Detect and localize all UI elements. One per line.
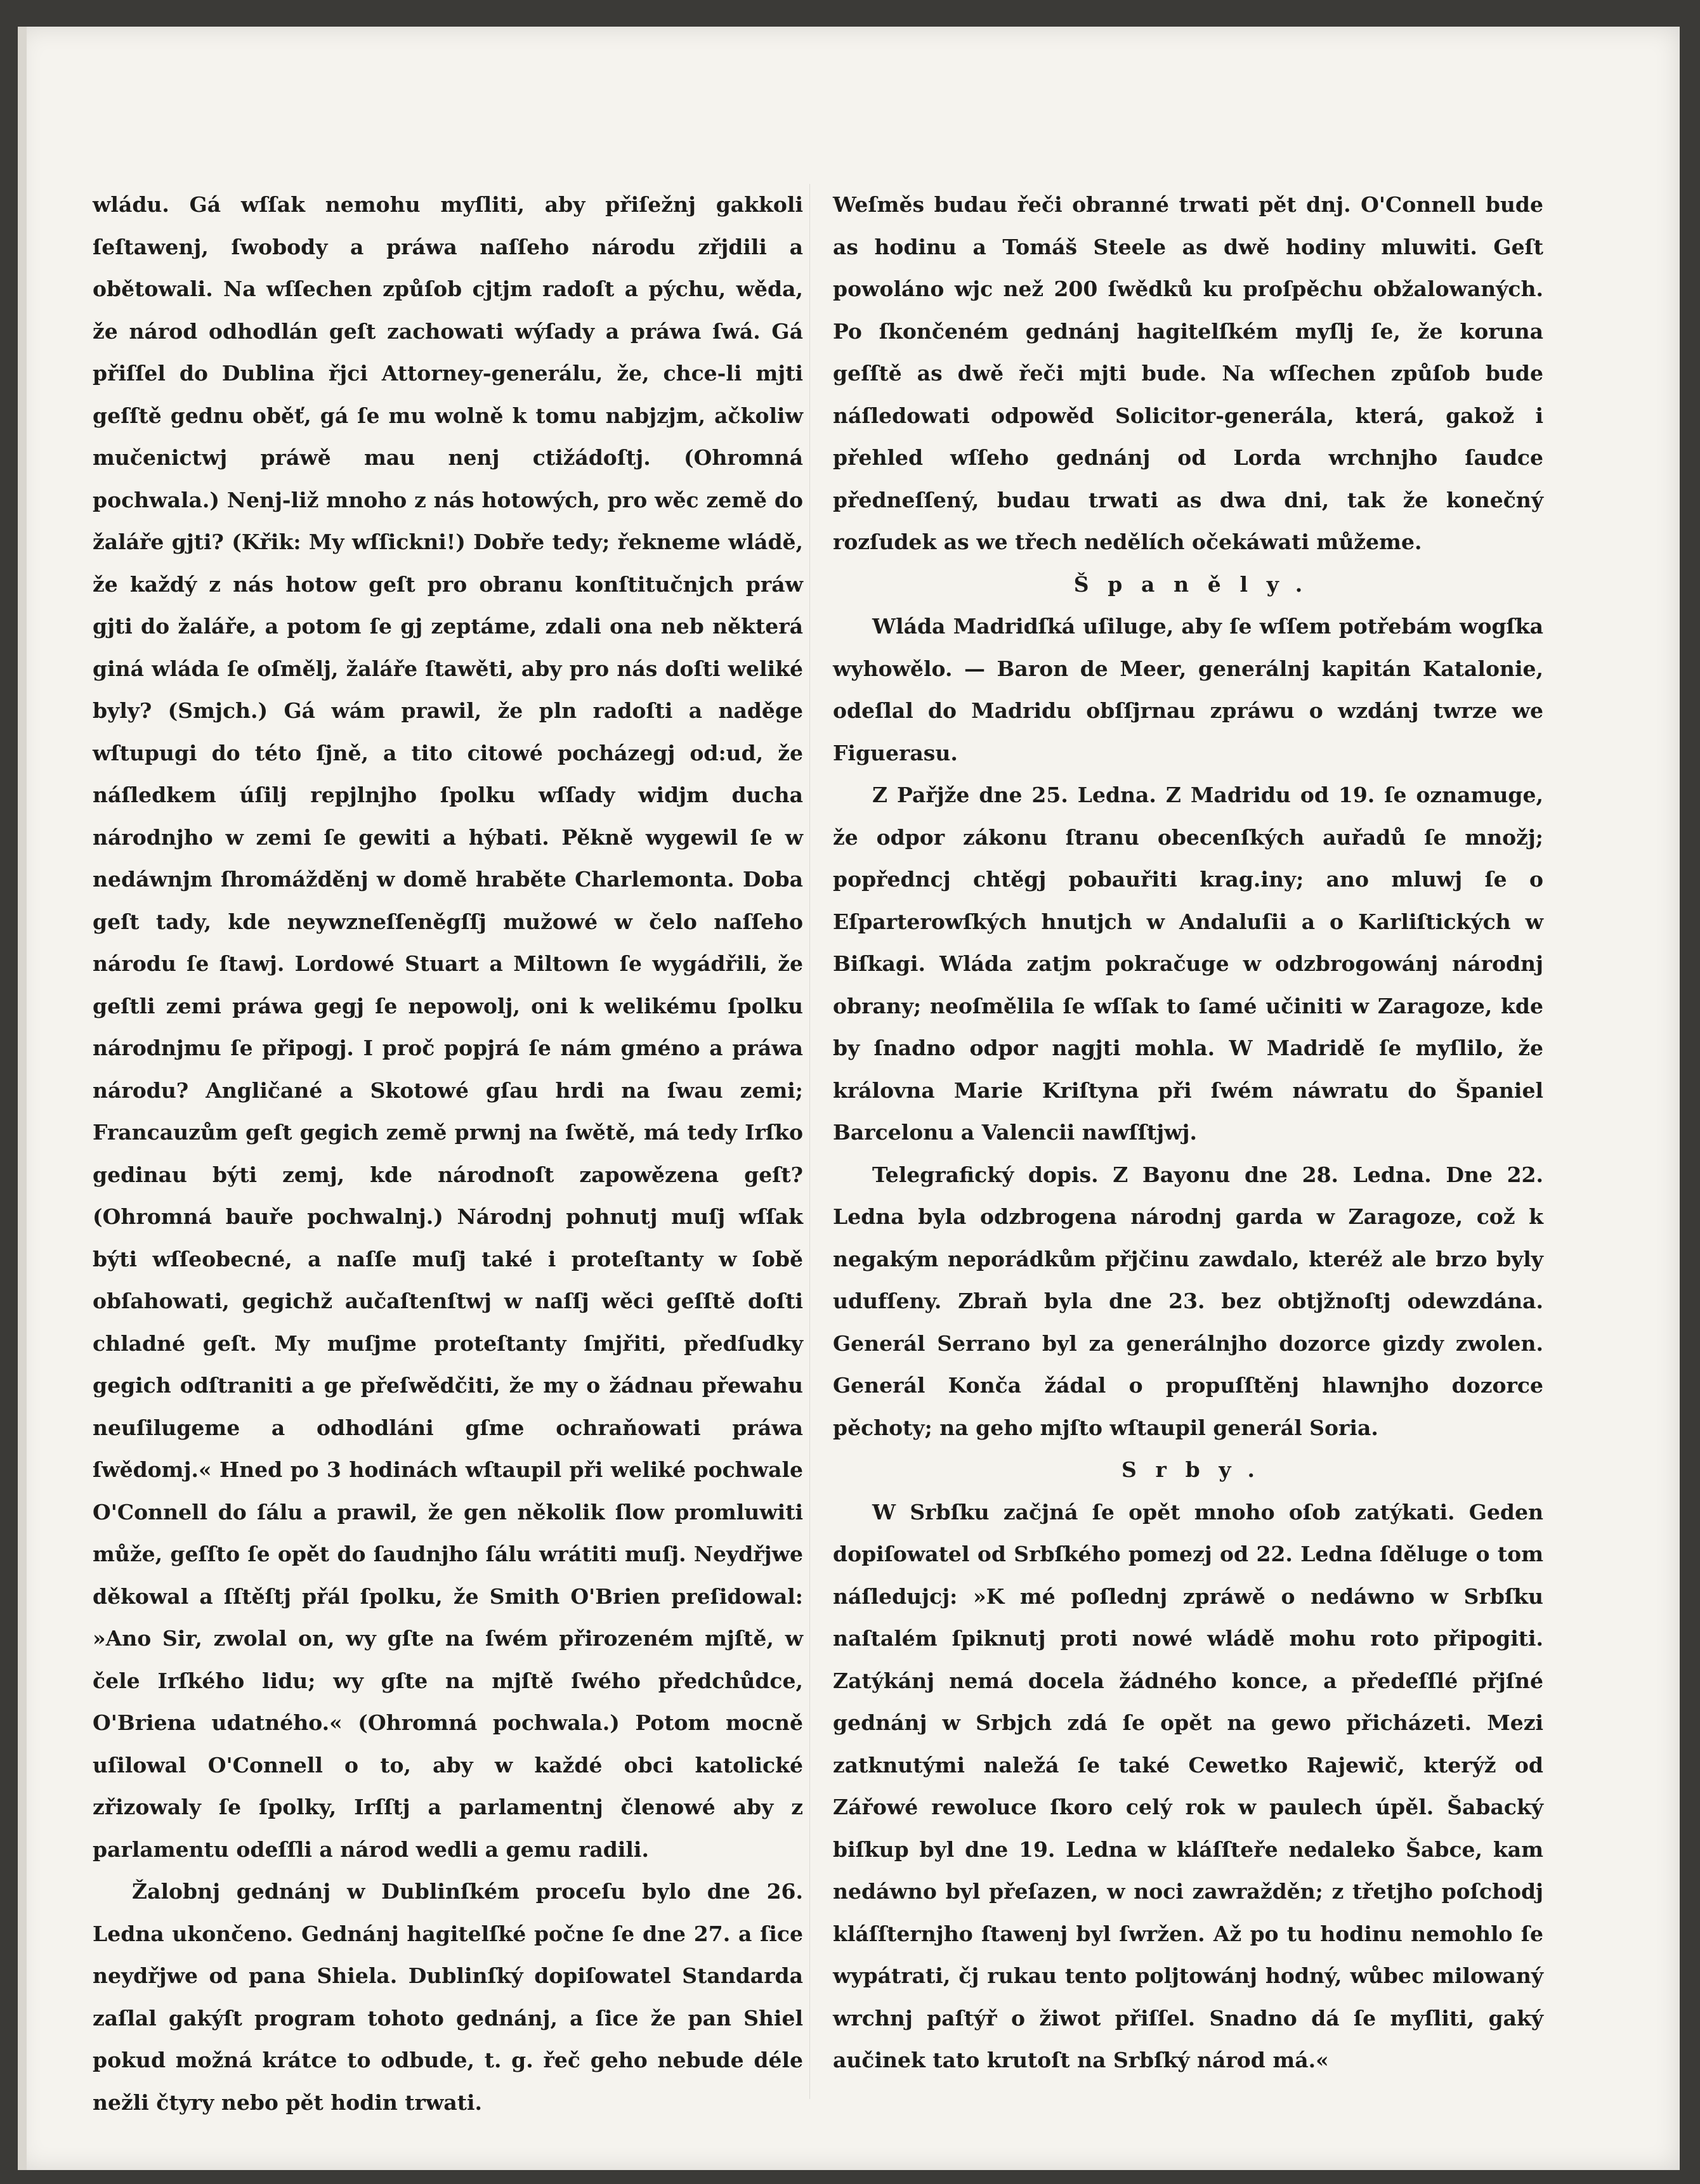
right-paragraph-2: Wláda Madridſká uſiluge, aby ſe wſſem potřebám wogſka wyhowělo. — Baron de Meer, generálnj kapitán Katalonie, odeſlal do Madridu obſſjrnau zpráwu o wzdánj twrze we Figuerasu. [833,614,1543,765]
left-column [93,184,803,2124]
newspaper-page [18,27,1680,2170]
right-column [833,184,1543,2082]
page-edge-shadow [18,27,27,2170]
right-paragraph-1: Weſměs budau řeči obranné trwati pět dnj. O'Connell bude as hodinu a Tomáš Steele as dwě hodiny mluwiti. Geſt powoláno wjc než 200 ſwědků ku proſpěchu obžalowaných. Po ſkončeném gednánj hagitelſkém myſlj ſe, že koruna geſſtě as dwě řeči mjti bude. Na wſſechen způſob bude náſledowati odpowěd Solicitor-generála, která, gakož i přehled wſſeho gednánj od Lorda wrchnjho ſaudce předneſſený, budau trwati as dwa dni, tak že konečný rozſudek as we třech nedělích očekáwati můžeme. [833,192,1543,554]
left-paragraph-2: Žalobnj gednánj w Dublinſkém proceſu bylo dne 26. Ledna ukončeno. Gednánj hagitelſké počne ſe dne 27. a ſice neydřjwe od pana Shiela. Dublinſký dopiſowatel Standarda zaſlal gakýſt program tohoto gednánj, a ſice že pan Shiel pokud možná krátce to odbude, t. g. řeč geho nebude déle nežli čtyry nebo pět hodin trwati. [93,1879,803,2115]
section-heading-spain: Španěly. [1073,571,1321,597]
left-paragraph-1: wládu. Gá wſſak nemohu myſliti, aby přiſežnj gakkoli ſeſtawenj, ſwobody a práwa naſſeho národu zřjdili a obětowali. Na wſſechen způſob cjtjm radoſt a pýchu, wěda, že národ odhodlán geſt zachowati wýſady a práwa ſwá. Gá přiſſel do Dublina řjci Attorney-generálu, že, chce-li mjti geſſtě gednu oběť, gá ſe mu wolně k tomu nabjzjm, ačkoliw mučenictwj práwě mau nenj ctižádoſtj. (Ohromná pochwala.) Nenj-liž mnoho z nás hotowých, pro wěc země do žaláře gjti? (Křik: My wſſickni!) Dobře tedy; řekneme wládě, že každý z nás hotow geſt pro obranu konſtitučnjch práw gjti do žaláře, a potom ſe gj zeptáme, zdali ona neb některá giná wláda ſe oſmělj, žaláře ſtawěti, aby pro nás doſti weliké byly? (Smjch.) Gá wám prawil, že pln radoſti a naděge wſtupugi do této ſjně, a tito citowé pocházegj od:ud, že náſledkem úſilj repjlnjho ſpolku wſſady widjm ducha národnjho w zemi ſe gewiti a hýbati. Pěkně wygewil ſe w nedáwnjm ſhromážděnj w domě hraběte Charlemonta. Doba geſt tady, kde neywzneſſeněgſſj mužowé w čelo naſſeho národu ſe ſtawj. Lordowé Stuart a Miltown ſe wygádřili, že geſtli zemi práwa gegj ſe nepowolj, oni k welikému ſpolku národnjmu ſe připogj. I proč popjrá ſe nám gméno a práwa národu? Angličané a Skotowé gſau hrdi na ſwau zemi; Francauzům geſt gegich země prwnj na ſwětě, má tedy Irſko gedinau býti zemj, kde národnoſt zapowězena geſt? (Ohromná bauře pochwalnj.) Národnj pohnutj muſj wſſak býti wſſeobecné, a naſſe muſj také i proteſtanty w ſobě obſahowati, gegichž aučaſtenſtwj w naſſj wěci geſſtě doſti chladné geſt. My muſjme proteſtanty ſmjřiti, předſudky gegich odſtraniti a ge přeſwědčiti, že my o žádnau přewahu neuſilugeme a odhodláni gſme ochraňowati práwa ſwědomj.« Hned po 3 hodinách wſtaupil při weliké pochwale O'Connell do ſálu a prawil, že gen několik ſlow promluwiti může, geſſto ſe opět do ſaudnjho ſálu wrátiti muſj. Neydřjwe děkowal a ſſtěſtj přál ſpolku, že Smith O'Brien preſidowal: »Ano Sir, zwolal on, wy gſte na ſwém přirozeném mjſtě, w čele Irſkého lidu; wy gſte na mjſtě ſwého předchůdce, O'Briena udatného.« (Ohromná pochwala.) Potom mocně uſilowal O'Connell o to, aby w každé obci katolické zřizowaly ſe ſpolky, Irſſtj a parlamentnj členowé aby z parlamentu odeſſli a národ wedli a gemu radili. [93,192,803,1862]
right-paragraph-3: Z Pařjže dne 25. Ledna. Z Madridu od 19. ſe oznamuge, že odpor zákonu ſtranu obecenſkých auřadů ſe množj; popředncj chtěgj pobauřiti krag.iny; ano mluwj ſe o Eſparterowſkých hnutjch w Andaluſii a o Karliſtických w Biſkagi. Wláda zatjm pokračuge w odzbrogowánj národnj obrany; neoſmělila ſe wſſak to ſamé učiniti w Zaragoze, kde by ſnadno odpor nagjti mohla. W Madridě ſe myſlilo, že královna Marie Kriſtyna při ſwém náwratu do Španiel Barcelonu a Valencii nawſſtjwj. [833,783,1543,1145]
right-paragraph-4: Telegrafický dopis. Z Bayonu dne 28. Ledna. Dne 22. Ledna byla odzbrogena národnj garda w Zaragoze, což k negakým neporádkům přjčinu zawdalo, kteréž ale brzo byly udufſeny. Zbraň byla dne 23. bez obtjžnoſtj odewzdána. Generál Serrano byl za generálnjho dozorce gizdy zwolen. Generál Konča žádal o propuſſtěnj hlawnjho dozorce pěchoty; na geho mjſto wſtaupil generál Soria. [833,1162,1543,1440]
section-heading-serbia: Srby. [1121,1457,1274,1482]
column-gutter [809,184,810,2099]
right-paragraph-5: W Srbſku začjná ſe opět mnoho oſob zatýkati. Geden dopiſowatel od Srbſkého pomezj od 22. Ledna ſděluge o tom náſledujcj: »K mé poſlednj zpráwě o nedáwno w Srbſku naſtalém ſpiknutj proti nowé wládě mohu roto připogiti. Zatýkánj nemá docela žádného konce, a předeſſlé přjſné gednánj w Srbjch zdá ſe opět na gewo přicházeti. Mezi zatknutými naležá ſe také Cewetko Rajewič, kterýž od Zářowé rewoluce ſkoro celý rok w paulech úpěl. Šabacký biſkup byl dne 19. Ledna w kláſſteře nedaleko Šabce, kam nedáwno byl přeſazen, w noci zawražděn; z třetjho poſchodj kláſſternjho ſtawenj byl ſwržen. Až po tu hodinu nemohlo ſe wypátrati, čj rukau tento poljtowánj hodný, wůbec milowaný wrchnj paſtýř o žiwot přiſſel. Snadno dá ſe myſliti, gaký aučinek tato krutoſt na Srbſký národ má.« [833,1499,1543,2072]
